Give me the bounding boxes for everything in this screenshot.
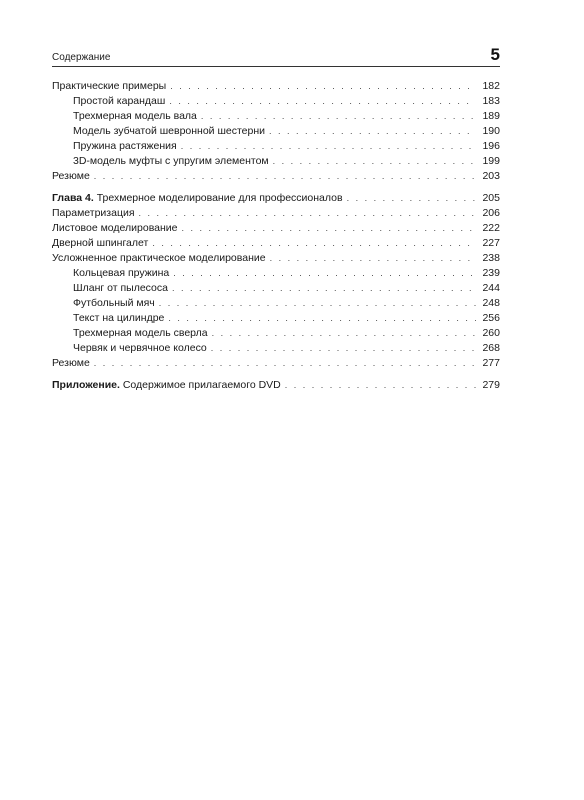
dot-leader <box>173 266 476 281</box>
toc-entry-text: Кольцевая пружина <box>73 267 170 279</box>
toc-entry <box>52 124 500 139</box>
toc-entry <box>52 341 500 356</box>
toc-entry <box>52 79 500 94</box>
dot-leader <box>139 206 476 221</box>
toc-entry <box>52 326 500 341</box>
toc-entry-text: Усложненное практическое моделирование <box>52 252 266 264</box>
dot-leader <box>181 139 476 154</box>
toc-entry-text: Резюме <box>52 357 90 369</box>
toc-entry-title <box>52 191 343 206</box>
toc-entry-title <box>73 311 164 326</box>
toc-chapter-prefix: Глава 4. <box>52 192 94 204</box>
toc-entry-text: Трехмерное моделирование для профессионалов <box>93 192 343 204</box>
dot-leader <box>169 94 476 109</box>
toc-entry-title <box>73 281 168 296</box>
toc-entry <box>52 109 500 124</box>
toc-entry <box>52 154 500 169</box>
toc-entry <box>52 191 500 206</box>
running-header <box>52 44 500 67</box>
dot-leader <box>201 109 476 124</box>
toc-page-number: 205 <box>482 192 500 204</box>
toc-page-number: 248 <box>482 297 500 309</box>
dot-leader <box>269 124 476 139</box>
toc-page-number: 239 <box>482 267 500 279</box>
toc-entry-text: Простой карандаш <box>73 95 166 107</box>
toc-entry-text: Футбольный мяч <box>73 297 155 309</box>
toc-entry <box>52 296 500 311</box>
toc-page-number: 190 <box>482 125 500 137</box>
dot-leader <box>94 169 476 184</box>
dot-leader <box>159 296 476 311</box>
toc-entry-title <box>52 206 135 221</box>
toc-page-number: 268 <box>482 342 500 354</box>
toc-entry-text: Шланг от пылесоса <box>73 282 168 294</box>
toc-page-number: 277 <box>482 357 500 369</box>
toc-entry-title <box>52 169 90 184</box>
dot-leader <box>212 326 476 341</box>
toc-entry <box>52 169 500 184</box>
toc-entry-text: Резюме <box>52 170 90 182</box>
header-title: Содержание <box>52 52 111 63</box>
table-of-contents <box>52 79 500 393</box>
toc-entry-text: Дверной шпингалет <box>52 237 149 249</box>
toc-entry-title <box>73 94 165 109</box>
toc-entry-text: Трехмерная модель сверла <box>73 327 208 339</box>
toc-page-number: 222 <box>482 222 500 234</box>
toc-entry-text: Трехмерная модель вала <box>73 110 197 122</box>
toc-entry-text: Червяк и червячное колесо <box>73 342 207 354</box>
toc-entry <box>52 251 500 266</box>
dot-leader <box>182 221 476 236</box>
dot-leader <box>170 79 476 94</box>
dot-leader <box>168 311 476 326</box>
toc-page-number: 203 <box>482 170 500 182</box>
toc-entry-title <box>52 236 148 251</box>
toc-entry <box>52 206 500 221</box>
toc-page-number: 206 <box>482 207 500 219</box>
toc-page-number: 260 <box>482 327 500 339</box>
toc-entry-title <box>73 124 265 139</box>
dot-leader <box>94 356 476 371</box>
toc-page-number: 238 <box>482 252 500 264</box>
page-number: 5 <box>490 45 500 64</box>
toc-page-number: 256 <box>482 312 500 324</box>
dot-leader <box>211 341 476 356</box>
dot-leader <box>152 236 476 251</box>
toc-entry <box>52 311 500 326</box>
toc-entry-title <box>52 356 90 371</box>
toc-entry <box>52 378 500 393</box>
toc-entry-title <box>73 326 208 341</box>
dot-leader <box>172 281 476 296</box>
toc-entry <box>52 94 500 109</box>
dot-leader <box>270 251 476 266</box>
toc-entry-title <box>73 341 207 356</box>
toc-entry-text: Практические примеры <box>52 80 167 92</box>
toc-entry-text: 3D-модель муфты с упругим элементом <box>73 155 269 167</box>
toc-page-number: 196 <box>482 140 500 152</box>
toc-entry <box>52 281 500 296</box>
toc-page-number: 244 <box>482 282 500 294</box>
toc-entry <box>52 221 500 236</box>
dot-leader <box>285 378 476 393</box>
toc-page-number: 279 <box>482 379 500 391</box>
toc-entry-title <box>52 79 166 94</box>
toc-entry-text: Пружина растяжения <box>73 140 177 152</box>
dot-leader <box>347 191 476 206</box>
dot-leader <box>273 154 476 169</box>
toc-entry <box>52 356 500 371</box>
toc-chapter-prefix: Приложение. <box>52 379 120 391</box>
toc-entry <box>52 236 500 251</box>
toc-page-number: 199 <box>482 155 500 167</box>
toc-entry <box>52 266 500 281</box>
toc-entry-title <box>52 251 266 266</box>
toc-entry-text: Параметризация <box>52 207 135 219</box>
toc-entry-text: Листовое моделирование <box>52 222 178 234</box>
toc-entry-text: Содержимое прилагаемого DVD <box>119 379 281 391</box>
toc-entry-title <box>73 139 177 154</box>
toc-page-number: 182 <box>482 80 500 92</box>
toc-entry-title <box>73 109 197 124</box>
toc-entry <box>52 139 500 154</box>
toc-entry-title <box>52 221 178 236</box>
toc-entry-title <box>73 266 169 281</box>
toc-entry-title <box>73 154 269 169</box>
toc-page-number: 189 <box>482 110 500 122</box>
toc-page-number: 183 <box>482 95 500 107</box>
toc-entry-title <box>73 296 155 311</box>
toc-entry-text: Текст на цилиндре <box>73 312 165 324</box>
toc-entry-title <box>52 378 281 393</box>
toc-page-number: 227 <box>482 237 500 249</box>
toc-entry-text: Модель зубчатой шевронной шестерни <box>73 125 266 137</box>
